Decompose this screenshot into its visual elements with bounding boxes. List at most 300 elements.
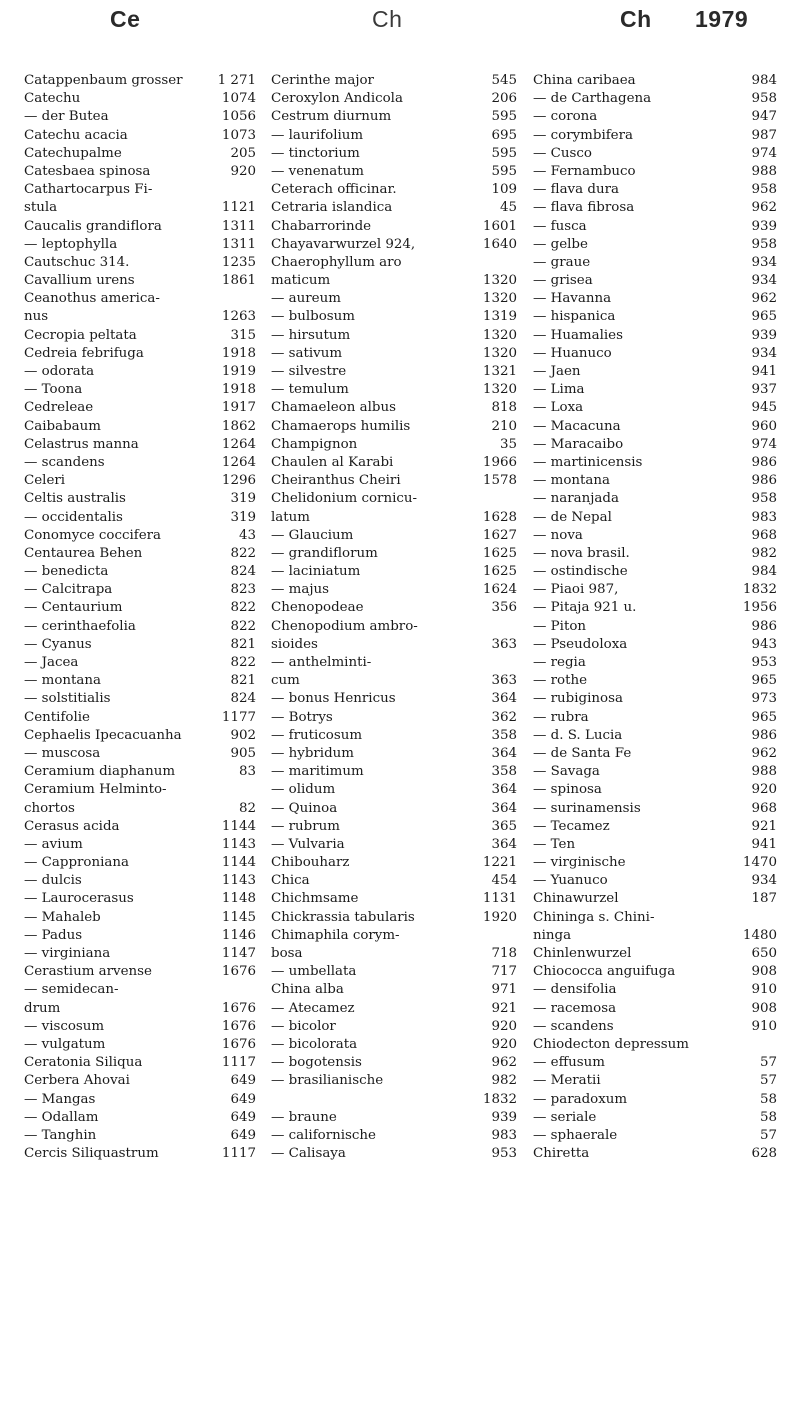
index-entry (533, 800, 777, 818)
entry-page-ref: 920 (491, 1036, 517, 1052)
entry-page-ref: 1147 (221, 946, 256, 961)
entry-page-ref: 921 (751, 818, 777, 834)
entry-term: — anthelminti- (271, 655, 372, 670)
index-entry (24, 236, 256, 254)
index-entry (271, 399, 517, 417)
entry-page-ref: 1121 (221, 200, 256, 216)
entry-page-ref: 982 (491, 1073, 517, 1089)
entry-term: — flava dura (533, 182, 619, 198)
entry-page-ref: 943 (751, 636, 777, 652)
entry-term: — laurifolium (271, 127, 364, 143)
entry-term: Ceterach officinar. (271, 182, 397, 198)
entry-page-ref: 939 (491, 1109, 517, 1125)
entry-page-ref: 1320 (482, 291, 517, 307)
entry-page-ref: 987 (751, 127, 777, 143)
index-entry (24, 927, 256, 945)
entry-page-ref: 983 (751, 509, 777, 525)
entry-term: — Fernambuco (533, 163, 636, 179)
index-entry (271, 1072, 517, 1090)
index-entry (24, 1127, 256, 1145)
index-entry (24, 90, 256, 108)
entry-page-ref: 937 (751, 382, 777, 398)
index-entry (271, 436, 517, 454)
entry-page-ref: 1956 (742, 600, 777, 616)
entry-page-ref: 965 (751, 709, 777, 725)
index-entry (24, 490, 256, 508)
entry-page-ref: 319 (230, 491, 256, 507)
entry-term: — virginische (533, 855, 626, 871)
entry-term: — semidecan- (24, 982, 119, 998)
index-entry (271, 618, 517, 636)
entry-page-ref: 986 (751, 454, 777, 470)
entry-page-ref: 1676 (221, 1018, 256, 1034)
entry-term: — spinosa (533, 782, 602, 798)
entry-page-ref: 1627 (482, 527, 517, 543)
entry-page-ref: 1296 (221, 473, 256, 489)
entry-term: Chininga s. Chini- (533, 909, 655, 925)
index-entry (533, 745, 777, 763)
index-entry (533, 818, 777, 836)
entry-term: maticum (271, 273, 331, 289)
index-entry (271, 945, 517, 963)
entry-term: — bicolorata (271, 1036, 358, 1052)
entry-page-ref: 1625 (482, 545, 517, 561)
index-entry (24, 454, 256, 472)
entry-term: — californische (271, 1127, 376, 1143)
entry-page-ref: 823 (230, 582, 256, 598)
index-entry (24, 272, 256, 290)
index-entry (24, 509, 256, 527)
entry-page-ref: 962 (751, 291, 777, 307)
entry-term: Cedreleae (24, 400, 94, 416)
entry-page-ref: 905 (230, 745, 256, 761)
entry-page-ref: 35 (499, 436, 517, 452)
entry-page-ref: 939 (751, 327, 777, 343)
page-header (0, 4, 801, 44)
entry-page-ref: 718 (491, 946, 517, 961)
entry-term: — der Butea (24, 109, 109, 125)
index-entry (271, 872, 517, 890)
entry-term: Cathartocarpus Fi- (24, 182, 153, 198)
entry-term: — Capproniana (24, 855, 129, 871)
index-entry (533, 218, 777, 236)
entry-page-ref: 1918 (221, 382, 256, 398)
index-entry (533, 436, 777, 454)
entry-page-ref: 941 (751, 836, 777, 852)
entry-term: — nova brasil. (533, 545, 630, 561)
index-entry (24, 1072, 256, 1090)
entry-page-ref: 1676 (221, 1036, 256, 1052)
entry-term: China alba (271, 982, 344, 998)
index-entry (271, 963, 517, 981)
index-entry (533, 872, 777, 890)
entry-page-ref: 982 (751, 545, 777, 561)
entry-page-ref: 1311 (221, 236, 256, 252)
entry-term: — hirsutum (271, 327, 351, 343)
entry-term: Centaurea Behen (24, 545, 143, 561)
entry-term: — temulum (271, 382, 349, 398)
entry-term: — Ten (533, 836, 576, 852)
entry-page-ref: 1920 (482, 909, 517, 925)
entry-page-ref: 953 (491, 1146, 517, 1162)
index-entry (24, 890, 256, 908)
entry-term: — Savaga (533, 764, 600, 780)
index-entry (24, 836, 256, 854)
entry-term: Celastrus manna (24, 436, 139, 452)
entry-page-ref: 971 (491, 982, 517, 998)
entry-page-ref: 988 (751, 163, 777, 179)
index-entry (24, 308, 256, 326)
entry-page-ref: 821 (230, 636, 256, 652)
entry-term: chortos (24, 800, 75, 816)
entry-term: Chinlenwurzel (533, 946, 632, 961)
entry-term: Cerasus acida (24, 818, 120, 834)
entry-page-ref: 205 (230, 145, 256, 161)
entry-term: — odorata (24, 364, 95, 379)
index-entry (533, 145, 777, 163)
entry-term: Conomyce coccifera (24, 527, 162, 543)
entry-term: — rothe (533, 673, 588, 689)
index-entry (24, 1018, 256, 1036)
entry-page-ref: 358 (491, 727, 517, 743)
entry-term: — aureum (271, 291, 341, 307)
index-entry (24, 1145, 256, 1163)
entry-page-ref: 1320 (482, 345, 517, 361)
index-entry (24, 690, 256, 708)
entry-page-ref: 1263 (221, 309, 256, 325)
entry-term: — Padus (24, 927, 83, 943)
entry-page-ref: 1145 (221, 909, 256, 925)
index-entry (271, 672, 517, 690)
entry-page-ref: 962 (751, 200, 777, 216)
index-entry (271, 1036, 517, 1054)
entry-page-ref: 1143 (221, 873, 256, 889)
entry-page-ref: 958 (751, 182, 777, 198)
entry-term: — Laurocerasus (24, 891, 134, 907)
entry-page-ref: 1832 (742, 582, 777, 598)
entry-term: — Macacuna (533, 418, 621, 434)
index-entry (271, 599, 517, 617)
index-entry (533, 581, 777, 599)
entry-page-ref: 319 (230, 509, 256, 525)
entry-term: — Atecamez (271, 1000, 355, 1016)
entry-term: — Yuanuco (533, 873, 608, 889)
index-entry (533, 927, 777, 945)
entry-page-ref: 362 (491, 709, 517, 725)
entry-term: China caribaea (533, 73, 636, 88)
index-entry (271, 254, 517, 272)
index-entry (271, 454, 517, 472)
index-entry (533, 945, 777, 963)
entry-term: — regia (533, 655, 586, 670)
index-entry (271, 90, 517, 108)
entry-term: — Jacea (24, 655, 79, 670)
index-entry (533, 509, 777, 527)
entry-term: — Maracaibo (533, 436, 624, 452)
entry-page-ref: 363 (491, 636, 517, 652)
entry-term: — Meratii (533, 1073, 601, 1089)
entry-term: Centifolie (24, 709, 90, 725)
entry-term: Chica (271, 873, 310, 889)
index-entry (271, 563, 517, 581)
index-entry (24, 290, 256, 308)
index-entry (24, 872, 256, 890)
entry-term: Cautschuc 314. (24, 254, 130, 270)
entry-term: — Huanuco (533, 345, 612, 361)
entry-term: — bicolor (271, 1018, 336, 1034)
index-entry (24, 563, 256, 581)
entry-term: Catechu acacia (24, 127, 128, 143)
index-entry (533, 763, 777, 781)
entry-term: — benedicta (24, 564, 109, 580)
index-entry (533, 418, 777, 436)
entry-term: — Calcitrapa (24, 582, 113, 598)
entry-page-ref: 650 (751, 946, 777, 961)
entry-page-ref: 1143 (221, 836, 256, 852)
entry-page-ref: 364 (491, 691, 517, 707)
entry-term: — flava fibrosa (533, 200, 635, 216)
index-entry (533, 690, 777, 708)
entry-term: — Loxa (533, 400, 584, 416)
index-entry (24, 127, 256, 145)
entry-page-ref: 1177 (221, 709, 256, 725)
entry-term: sioides (271, 636, 318, 652)
index-entry (24, 363, 256, 381)
index-entry (533, 327, 777, 345)
entry-page-ref: 1676 (221, 1000, 256, 1016)
index-entry (24, 327, 256, 345)
index-entry (24, 545, 256, 563)
entry-page-ref: 984 (751, 564, 777, 580)
entry-term: Ceroxylon Andicola (271, 91, 403, 107)
entry-term: — muscosa (24, 745, 101, 761)
index-entry (533, 290, 777, 308)
entry-term: — Jaen (533, 364, 581, 379)
entry-page-ref: 364 (491, 782, 517, 798)
entry-term: Chelidonium cornicu- (271, 491, 417, 507)
entry-page-ref: 717 (491, 964, 517, 980)
entry-term: — effusum (533, 1055, 605, 1071)
entry-term: Catechupalme (24, 145, 122, 161)
index-entry (533, 472, 777, 490)
entry-term: Chamaeleon albus (271, 400, 396, 416)
entry-page-ref: 187 (751, 891, 777, 907)
index-entry (24, 1000, 256, 1018)
entry-page-ref: 45 (499, 200, 517, 216)
entry-page-ref: 649 (230, 1127, 256, 1143)
entry-term: Catesbaea spinosa (24, 163, 151, 179)
index-entry (24, 800, 256, 818)
index-entry (24, 909, 256, 927)
entry-term: — paradoxum (533, 1091, 628, 1107)
entry-term: Cercis Siliquastrum (24, 1146, 159, 1162)
index-entry (24, 1091, 256, 1109)
index-entry (271, 472, 517, 490)
entry-page-ref: 43 (238, 527, 256, 543)
entry-term: Chamaerops humilis (271, 418, 411, 434)
entry-page-ref: 1056 (221, 109, 256, 125)
entry-page-ref: 908 (751, 1000, 777, 1016)
index-entry (533, 72, 777, 90)
entry-term: Chichmsame (271, 891, 359, 907)
entry-term: — venenatum (271, 163, 364, 179)
entry-term: — hispanica (533, 309, 616, 325)
index-entry (533, 636, 777, 654)
entry-term: — Piton (533, 618, 587, 634)
entry-term: Chayavarwurzel 924, (271, 236, 416, 252)
index-entry (24, 1109, 256, 1127)
index-entry (533, 1054, 777, 1072)
index-entry (533, 963, 777, 981)
entry-page-ref: 986 (751, 727, 777, 743)
entry-page-ref: 649 (230, 1073, 256, 1089)
entry-page-ref: 910 (751, 982, 777, 998)
index-entry (24, 636, 256, 654)
entry-term: drum (24, 1000, 61, 1016)
entry-term: — majus (271, 582, 329, 598)
entry-page-ref: 1320 (482, 273, 517, 289)
entry-term: — Glaucium (271, 527, 354, 543)
entry-term: cum (271, 673, 300, 689)
entry-page-ref: 910 (751, 1018, 777, 1034)
index-entry (24, 945, 256, 963)
entry-term: — Mahaleb (24, 909, 101, 925)
header-center-guideword: Ch (372, 6, 403, 32)
index-entry (271, 272, 517, 290)
index-entry (24, 672, 256, 690)
entry-page-ref: 934 (751, 345, 777, 361)
entry-page-ref: 364 (491, 800, 517, 816)
entry-term: Ceramium Helminto- (24, 782, 167, 798)
index-entry (533, 672, 777, 690)
index-entry (271, 290, 517, 308)
entry-page-ref: 1966 (482, 454, 517, 470)
index-entry (533, 1109, 777, 1127)
entry-page-ref: 595 (491, 163, 517, 179)
entry-page-ref: 82 (238, 800, 256, 816)
entry-term: — Cyanus (24, 636, 92, 652)
entry-page-ref: 206 (491, 91, 517, 107)
index-entry (271, 127, 517, 145)
index-entry (533, 127, 777, 145)
index-entry (24, 599, 256, 617)
header-left-guideword: Ce (110, 6, 141, 32)
index-entry (271, 909, 517, 927)
entry-term: bosa (271, 946, 303, 961)
index-entry (24, 581, 256, 599)
entry-term: nus (24, 309, 49, 325)
entry-term: Celtis australis (24, 491, 126, 507)
entry-page-ref: 1311 (221, 218, 256, 234)
entry-term: — fusca (533, 218, 587, 234)
index-entry (271, 654, 517, 672)
entry-term: Cavallium urens (24, 273, 135, 289)
entry-term: — fruticosum (271, 727, 363, 743)
entry-page-ref: 965 (751, 309, 777, 325)
index-entry (533, 308, 777, 326)
entry-page-ref: 960 (751, 418, 777, 434)
entry-page-ref: 363 (491, 673, 517, 689)
entry-term: Cecropia peltata (24, 327, 137, 343)
index-entry (533, 1127, 777, 1145)
entry-page-ref: 57 (759, 1073, 777, 1089)
entry-page-ref: 822 (230, 600, 256, 616)
index-entry (24, 527, 256, 545)
entry-term: — Odallam (24, 1109, 99, 1125)
index-entry (271, 1145, 517, 1163)
entry-page-ref: 974 (751, 145, 777, 161)
index-entry (271, 509, 517, 527)
entry-term: — viscosum (24, 1018, 105, 1034)
entry-term: — Centaurium (24, 600, 123, 616)
entry-term: — Toona (24, 382, 83, 398)
entry-term: — cerinthaefolia (24, 618, 136, 634)
entry-term: — grisea (533, 273, 593, 289)
index-entry (271, 836, 517, 854)
entry-term: — densifolia (533, 982, 617, 998)
index-entry (24, 981, 256, 999)
index-entry (271, 818, 517, 836)
index-column-2 (271, 72, 517, 1163)
entry-page-ref: 920 (751, 782, 777, 798)
index-entry (271, 218, 517, 236)
entry-page-ref: 965 (751, 673, 777, 689)
entry-term: stula (24, 200, 58, 216)
index-entry (533, 399, 777, 417)
index-entry (271, 199, 517, 217)
index-entry (533, 836, 777, 854)
index-entry (271, 72, 517, 90)
entry-term: — Piaoi 987, (533, 582, 619, 598)
index-entry (24, 818, 256, 836)
index-entry (271, 927, 517, 945)
entry-page-ref: 1131 (482, 891, 517, 907)
entry-page-ref: 934 (751, 273, 777, 289)
entry-page-ref: 934 (751, 873, 777, 889)
entry-page-ref: 1676 (221, 964, 256, 980)
index-entry (533, 981, 777, 999)
entry-page-ref: 974 (751, 436, 777, 452)
index-entry (533, 345, 777, 363)
index-entry (24, 472, 256, 490)
index-entry (271, 545, 517, 563)
index-entry (24, 1054, 256, 1072)
entry-term: Cedreia febrifuga (24, 345, 144, 361)
index-entry (24, 108, 256, 126)
index-entry (271, 581, 517, 599)
entry-page-ref: 57 (759, 1055, 777, 1071)
index-entry (533, 618, 777, 636)
entry-page-ref: 908 (751, 964, 777, 980)
entry-term: — bogotensis (271, 1055, 362, 1071)
entry-term: Celeri (24, 473, 66, 489)
entry-page-ref: 1117 (221, 1055, 256, 1071)
entry-term: — virginiana (24, 946, 111, 961)
entry-page-ref: 1117 (221, 1146, 256, 1162)
entry-page-ref: 1640 (482, 236, 517, 252)
entry-page-ref: 83 (238, 764, 256, 780)
index-entry (533, 890, 777, 908)
entry-page-ref: 595 (491, 109, 517, 125)
entry-term: — rubra (533, 709, 589, 725)
entry-page-ref: 941 (751, 364, 777, 379)
index-entry (271, 363, 517, 381)
entry-term: — Lima (533, 382, 585, 398)
entry-term: — Mangas (24, 1091, 96, 1107)
index-entry (533, 363, 777, 381)
entry-term: latum (271, 509, 310, 525)
entry-term: — Quinoa (271, 800, 338, 816)
